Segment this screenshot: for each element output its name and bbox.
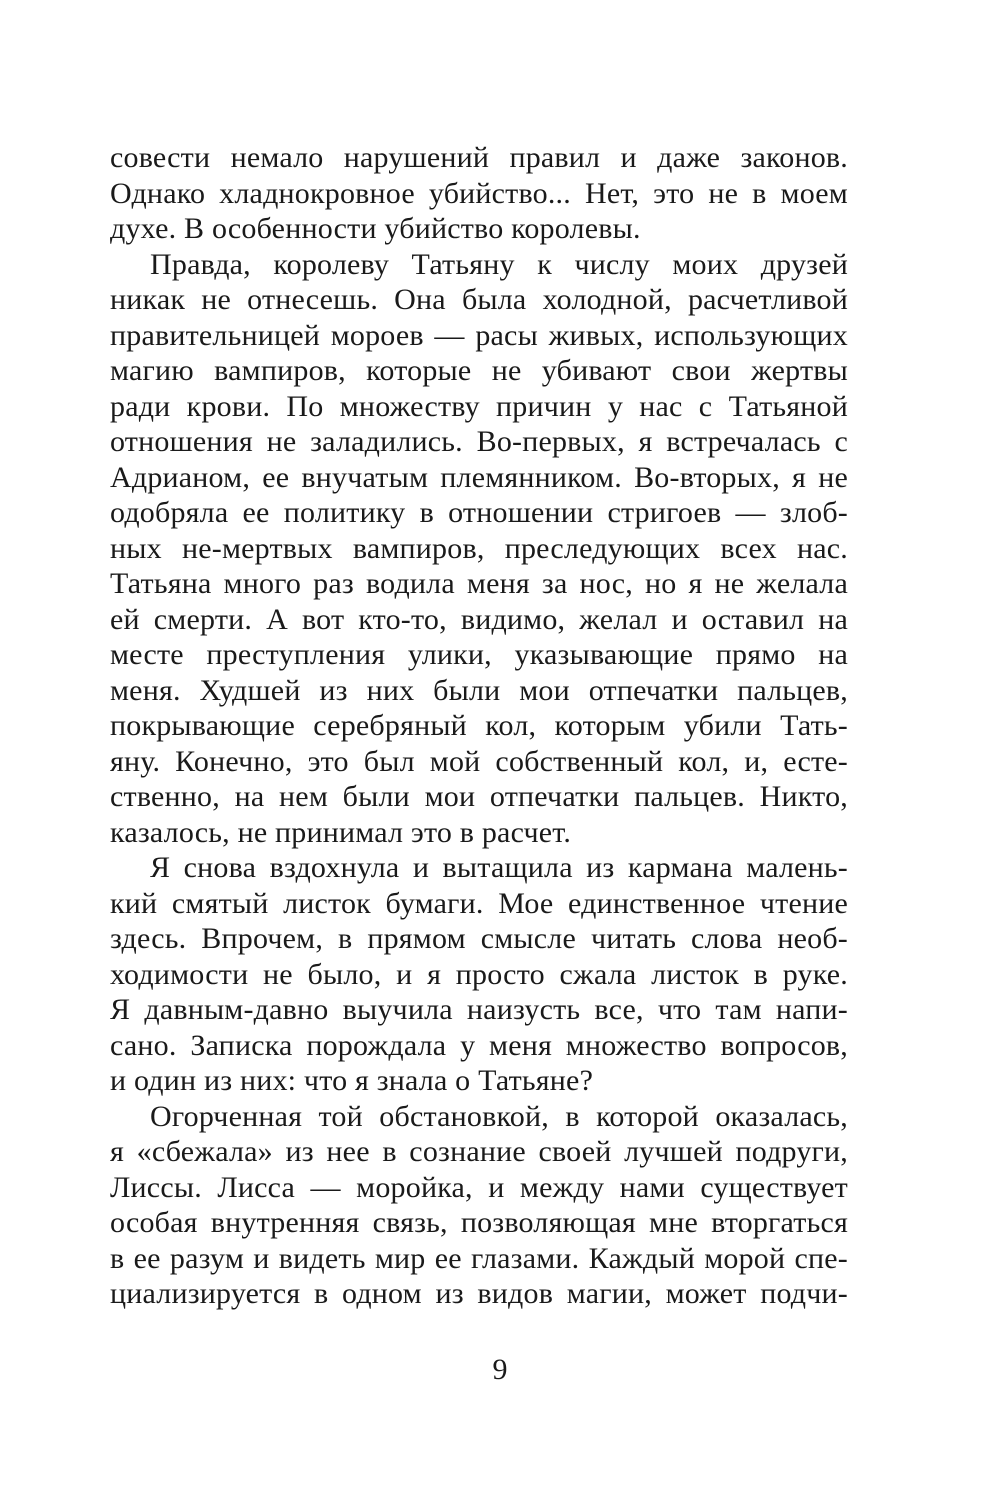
text-line: ственно, на нем были мои отпечатки пальцев. Никто, — [110, 780, 848, 813]
text-line: особая внутренняя связь, позволяющая мне вторгаться — [110, 1206, 848, 1239]
text-line: Однако хладнокровное убийство... Нет, это не в моем — [110, 176, 848, 210]
text-line: Правда, королеву Татьяну к числу моих друзей — [150, 247, 848, 281]
text-line: меня. Худшей из них были мои отпечатки пальцев, — [110, 673, 848, 707]
paragraph — [110, 1099, 848, 1312]
text-line: Я давным-давно выучила наизусть все, что там напи- — [110, 993, 848, 1026]
text-line: в ее разум и видеть мир ее глазами. Каждый морой спе- — [110, 1241, 848, 1275]
text-line: ради крови. По множеству причин у нас с Татьяной — [110, 389, 848, 423]
text-line: Я снова вздохнула и вытащила из кармана малень- — [150, 851, 848, 884]
text-line: Татьяна много раз водила меня за нос, но я не желала — [110, 567, 848, 600]
text-line: магию вампиров, которые не убивают свои жертвы — [110, 354, 848, 387]
text-line: никак не отнесешь. Она была холодной, расчетливой — [110, 283, 848, 316]
text-line: Огорченная той обстановкой, в которой оказалась, — [150, 1099, 848, 1133]
paragraph — [110, 247, 848, 851]
text-line: правительницей мороев — расы живых, использующих — [110, 318, 848, 352]
text-line: и один из них: что я знала о Татьяне? — [110, 1064, 594, 1097]
text-line: ходимости не было, и я просто сжала листок в руке. — [110, 957, 848, 991]
text-line: сано. Записка порождала у меня множество вопросов, — [110, 1028, 848, 1062]
text-line: ей смерти. А вот кто-то, видимо, желал и оставил на — [110, 602, 848, 636]
text-line: кий смятый листок бумаги. Мое единственное чтение — [110, 886, 848, 920]
text-line: здесь. Впрочем, в прямом смысле читать слова необ- — [110, 922, 848, 955]
text-line: совести немало нарушений правил и даже законов. — [110, 141, 848, 174]
text-line: казалось, не принимал это в расчет. — [110, 815, 572, 849]
book-page-text — [110, 140, 848, 1312]
text-line: одобряла ее политику в отношении стригоев — злоб- — [110, 496, 848, 529]
text-line: я «сбежала» из нее в сознание своей лучшей подруги, — [110, 1135, 848, 1168]
text-line: ных не-мертвых вампиров, преследующих всех нас. — [110, 531, 848, 565]
paragraph — [110, 850, 848, 1099]
text-line: месте преступления улики, указывающие прямо на — [110, 638, 848, 671]
text-line: покрывающие серебряный кол, которым убили Тать- — [110, 709, 848, 742]
text-line: яну. Конечно, это был мой собственный кол, и, есте- — [110, 744, 848, 778]
text-line: циализируется в одном из видов магии, может подчи- — [110, 1277, 848, 1310]
page-number: 9 — [492, 1353, 508, 1386]
text-line: духе. В особенности убийство королевы. — [110, 212, 641, 245]
text-line: Лиссы. Лисса — моройка, и между нами существует — [110, 1170, 848, 1204]
paragraph — [110, 140, 848, 247]
text-line: Адрианом, ее внучатым племянником. Во-вторых, я не — [110, 460, 848, 494]
text-line: отношения не заладились. Во-первых, я встречалась с — [110, 425, 848, 458]
